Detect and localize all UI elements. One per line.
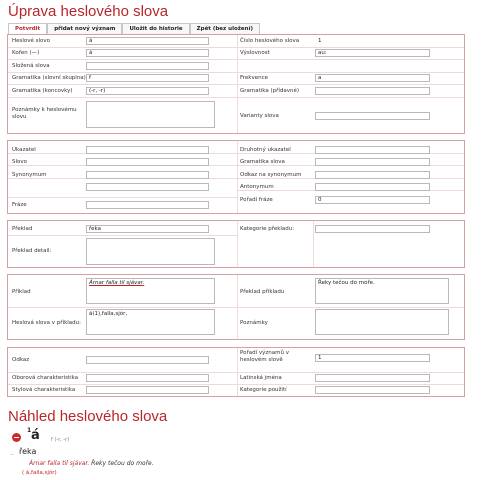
note-label: Odkaz xyxy=(12,357,30,363)
grammar-class-input[interactable]: f xyxy=(86,74,209,82)
translation-category-input[interactable] xyxy=(315,225,430,233)
latin-name-label: Latinská jména xyxy=(240,375,282,381)
antonym-input[interactable] xyxy=(315,183,430,191)
style-char-label: Stylová charakteristika xyxy=(12,387,76,393)
preview-superscript: 1 xyxy=(27,427,32,434)
tab-add-meaning[interactable]: přidat nový význam xyxy=(47,23,122,34)
translation-category-label: Kategorie překladu: xyxy=(240,226,295,232)
antonym-label: Antonymum xyxy=(240,184,274,190)
word-grammar-input[interactable] xyxy=(315,158,430,166)
headword-section xyxy=(7,34,465,134)
pointer-label: Ukazatel xyxy=(12,147,36,153)
compound-input[interactable] xyxy=(86,62,209,70)
grammar-adjective-input[interactable] xyxy=(315,87,430,95)
phrase-order-input[interactable]: 0 xyxy=(315,196,430,204)
example-headword-textarea[interactable]: á(1),falla,sjór, xyxy=(86,309,215,335)
word-grammar-label: Gramatika slova xyxy=(240,159,285,165)
frequency-input[interactable]: a xyxy=(315,74,430,82)
phrase-input[interactable] xyxy=(86,201,209,209)
headword-input[interactable]: á xyxy=(86,37,209,45)
unnamed-input[interactable] xyxy=(86,183,209,191)
notes-textarea[interactable] xyxy=(86,101,215,128)
synonym-label: Synonymum xyxy=(12,172,47,178)
remarks-label: Poznámky xyxy=(240,320,268,326)
example-headword-label: Heslová slova v příkladu: xyxy=(12,320,81,326)
translation-detail-label: Překlad detail: xyxy=(12,248,52,254)
example-textarea[interactable]: Árnar falla til sjávar. xyxy=(86,278,215,304)
preview-example xyxy=(29,460,154,467)
pronunciation-label: Výslovnost xyxy=(240,50,270,56)
field-char-label: Oborová charakteristika xyxy=(12,375,79,381)
pointer-input[interactable] xyxy=(86,146,209,154)
grammar-adjective-label: Gramatika (přídavné) xyxy=(240,88,300,94)
frequency-label: Frekvence xyxy=(240,75,269,81)
synonym-ref-label: Odkaz na synonymum xyxy=(240,172,302,178)
translation-label: Překlad xyxy=(12,226,33,232)
translation-section xyxy=(7,220,465,268)
root-input[interactable]: á xyxy=(86,49,209,57)
preview-headword: á xyxy=(31,428,40,443)
synonym-ref-input[interactable] xyxy=(315,171,430,179)
tab-save-history[interactable]: Uložit do historie xyxy=(122,23,189,34)
translation-input[interactable]: řeka xyxy=(86,225,209,233)
word-input[interactable] xyxy=(86,158,209,166)
tab-confirm[interactable]: Potvrdit xyxy=(8,23,47,34)
notes-label: Poznámky k heslovému slovu xyxy=(12,107,77,120)
variants-label: Varianty slova xyxy=(240,113,279,119)
example-section xyxy=(7,274,465,340)
grammar-endings-label: Gramatika (koncovky) xyxy=(12,88,73,94)
meaning-order-input[interactable]: 1 xyxy=(315,354,430,362)
preview-title: Náhled heslového slova xyxy=(8,408,168,425)
page-title: Úprava heslového slova xyxy=(8,3,169,20)
phrase-label: Fráze xyxy=(12,202,27,208)
variants-input[interactable] xyxy=(315,112,430,120)
note-input[interactable] xyxy=(86,356,209,364)
phrase-order-label: Pořadí fráze xyxy=(240,197,273,203)
preview-translation: řeka xyxy=(19,447,37,456)
usage-category-label: Kategorie použití xyxy=(240,387,287,393)
grammar-class-label: Gramatika (slovní skupina) xyxy=(12,75,86,81)
headword-label: Heslové slovo xyxy=(12,38,51,44)
latin-name-input[interactable] xyxy=(315,374,430,382)
headword-number-value: 1 xyxy=(315,37,430,45)
field-char-input[interactable] xyxy=(86,374,209,382)
meaning-order-label: Pořadí významů v heslovém slově xyxy=(240,350,289,363)
translation-detail-textarea[interactable] xyxy=(86,238,215,265)
remarks-textarea[interactable] xyxy=(315,309,449,335)
kind-pointer-input[interactable] xyxy=(315,146,430,154)
preview-compounds[interactable]: ( á,falla,sjór) xyxy=(22,470,57,476)
usage-category-input[interactable] xyxy=(315,386,430,394)
compound-label: Složená slova xyxy=(12,63,50,69)
synonym-input[interactable] xyxy=(86,171,209,179)
preview-example-source: Árnar falla til sjávar. xyxy=(29,460,90,467)
example-translation-label: Překlad příkladu xyxy=(240,289,285,295)
word-label: Slovo xyxy=(12,159,28,165)
tab-back[interactable]: Zpět (bez uložení) xyxy=(190,23,260,34)
headword-number-label: Číslo heslového slova xyxy=(240,38,300,44)
root-label: Kořen (—) xyxy=(12,50,40,56)
grammar-endings-input[interactable]: (-r, -r) xyxy=(86,87,209,95)
characteristics-section xyxy=(7,347,465,397)
remove-circle-icon[interactable] xyxy=(12,433,21,442)
example-translation-textarea[interactable]: Řeky tečou do moře. xyxy=(315,278,449,304)
preview-grammar: f (-r, -r) xyxy=(51,437,70,443)
example-label: Příklad xyxy=(12,289,31,295)
preview-bullet: .. xyxy=(10,450,14,457)
style-char-input[interactable] xyxy=(86,386,209,394)
preview-example-translation: Řeky tečou do moře. xyxy=(91,460,154,467)
pronunciation-input[interactable]: au: xyxy=(315,49,430,57)
kind-pointer-label: Druhotný ukazatel xyxy=(240,147,291,153)
pointers-section xyxy=(7,140,465,214)
action-tabs xyxy=(8,23,253,34)
